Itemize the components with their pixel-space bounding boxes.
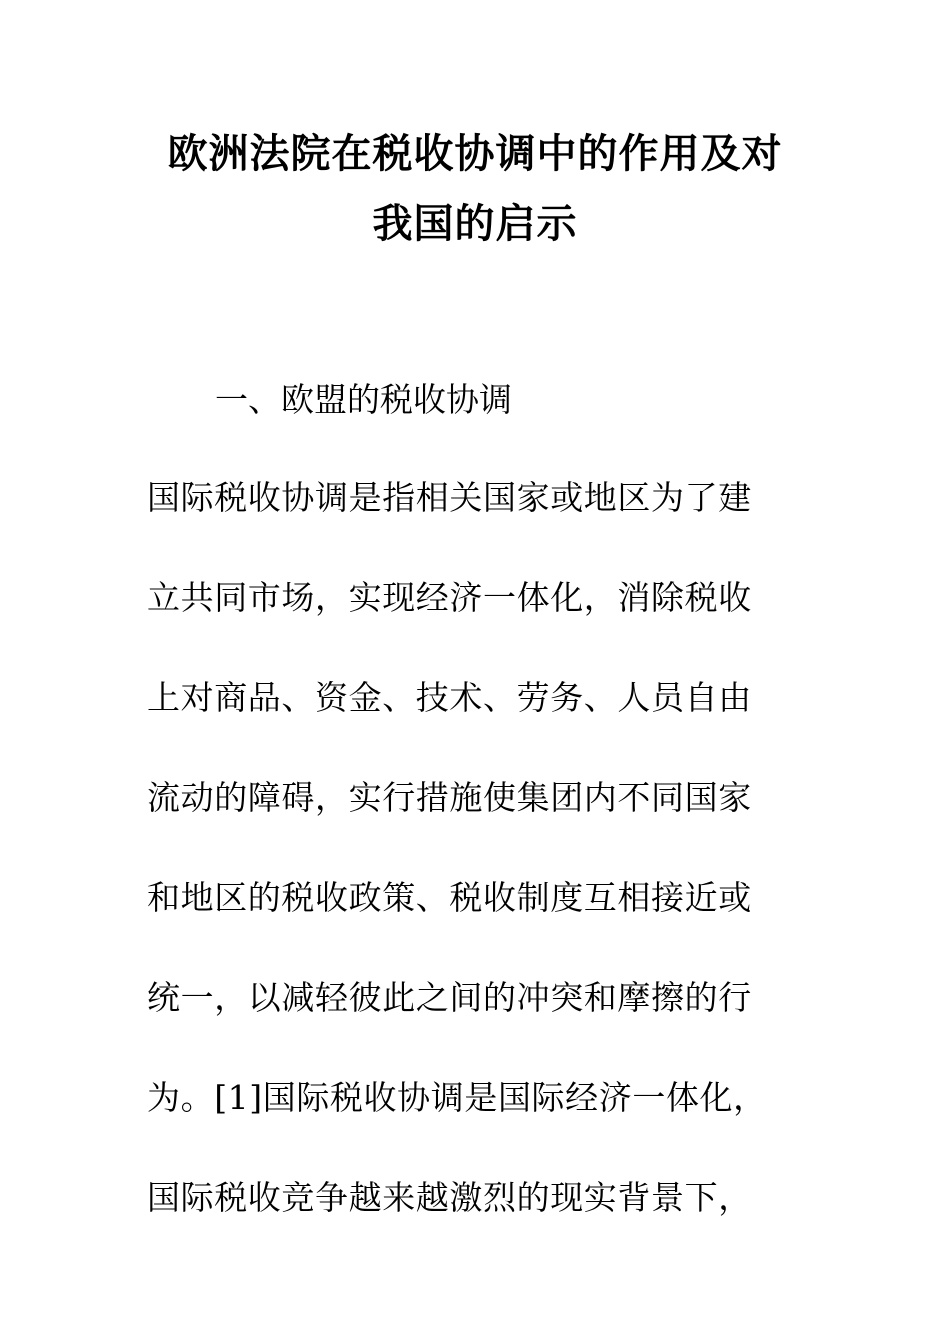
document-title-line-1: 欧洲法院在税收协调中的作用及对 [167, 131, 783, 177]
body-text-line: 国际税收竞争越来越激烈的现实背景下， [147, 1178, 752, 1217]
body-text-line: 流动的障碍，实行措施使集团内不同国家 [147, 778, 752, 817]
body-text-line: 国际税收协调是指相关国家或地区为了建 [147, 478, 752, 517]
body-text-line: 统一，以减轻彼此之间的冲突和摩擦的行 [147, 978, 752, 1017]
document-title-line-2: 我国的启示 [372, 201, 578, 247]
body-text-line: 为。[1]国际税收协调是国际经济一体化， [147, 1078, 767, 1117]
body-text-line: 上对商品、资金、技术、劳务、人员自由 [147, 678, 752, 717]
body-text-line: 和地区的税收政策、税收制度互相接近或 [147, 878, 752, 917]
body-text-line: 立共同市场，实现经济一体化，消除税收 [147, 578, 752, 617]
section-heading: 一、欧盟的税收协调 [215, 380, 512, 419]
